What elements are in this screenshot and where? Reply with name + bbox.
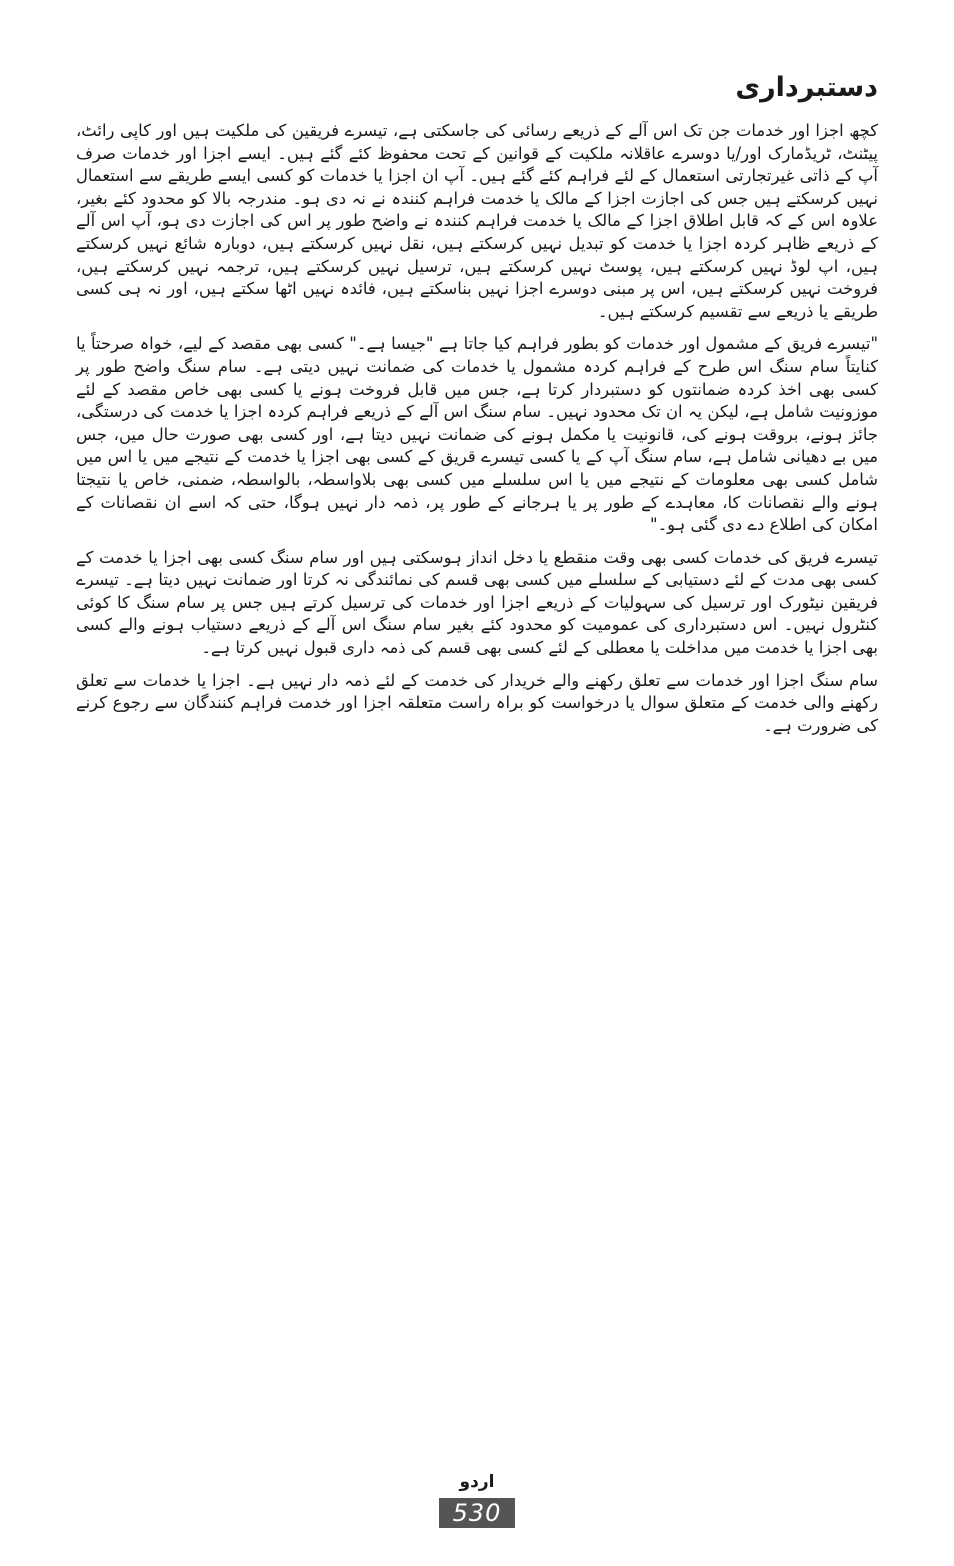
page-title: دستبرداری xyxy=(735,72,878,103)
paragraph-availability: تیسرے فریق کی خدمات کسی بھی وقت منقطع یا دخل انداز ہوسکتی ہیں اور سام سنگ کسی بھی اجزا یا خدمت کے کسی بھی مدت کے لئے دستیابی کے سلسلے میں کسی بھی قسم کی نمائندگی نہ کرتا اور ضمانت نہیں دیتا ہے۔ تیسرے فریقین نیٹورک اور ترسیل کی سہولیات کے ذریعے اجزا اور خدمات کی ترسیل کرتے ہیں جس پر سام سنگ کا کوئی کنٹرول نہیں۔ اس دستبرداری کی عمومیت کو محدود کئے بغیر سام سنگ اس آلے کے ذریعے دستیاب ہونے والے کسی بھی اجزا یا خدمت میں مداخلت یا معطلی کے لئے کسی بھی قسم کی ذمہ داری قبول نہیں کرتا ہے۔ xyxy=(76,547,878,658)
language-label: اردو xyxy=(459,1472,495,1492)
paragraph-warranty: "تیسرے فریق کے مشمول اور خدمات کو بطور فراہم کیا جاتا ہے "جیسا ہے۔" کسی بھی مقصد کے لیے، خواہ صرحتاً یا کنایتاً سام سنگ اس طرح کے فراہم کردہ مشمول یا خدمات کی ضمانت نہیں دیتی ہے۔ سام سنگ واضح طور پر کسی بھی اخذ کردہ ضمانتوں کو دستبردار کرتا ہے، جس میں قابل فروخت ہونے یا کسی بھی خاص مقصد کے لئے موزونیت شامل ہے، لیکن یہ ان تک محدود نہیں۔ سام سنگ اس آلے کے ذریعے فراہم کردہ اجزا یا خدمت کی درستگی، جائز ہونے، بروقت ہونے کی، قانونیت یا مکمل ہونے کی ضمانت نہیں دیتا ہے، اور کسی بھی صورت حال میں، جس میں بے دھیانی شامل ہے، سام سنگ آپ کے یا کسی تیسرے قریق کے کسی بھی اجزا یا خدمت کے نتیجے میں یا اس میں شامل کسی بھی معلومات کے نتیجے میں یا اس سلسلے میں کسی بھی بلاواسطہ، بالواسطہ، ضمنی، خاص یا نتیجتا ہونے والے نقصانات کا، معاہدے کے طور پر یا ہرجانے کے طور پر، ذمہ دار نہیں ہوگا، حتی کہ اسے ان نقصانات کے امکان کی اطلاع دے دی گئی ہو۔" xyxy=(76,334,878,535)
paragraph-customer-service: سام سنگ اجزا اور خدمات سے تعلق رکھنے والے خریدار کی خدمت کے لئے ذمہ دار نہیں ہے۔ اجزا یا خدمات سے تعلق رکھنے والی خدمت کے متعلق سوال یا درخواست کو براہ راست متعلقہ اجزا اور خدمت فراہم کنندگان سے رجوع کرنے کی ضرورت ہے۔ xyxy=(76,670,878,735)
document-body xyxy=(76,120,878,737)
page-number: 530 xyxy=(439,1498,516,1528)
paragraph-intro: کچھ اجزا اور خدمات جن تک اس آلے کے ذریعے رسائی کی جاسکتی ہے، تیسرے فریقین کی ملکیت ہیں اور کاپی رائٹ، پیٹنٹ، ٹریڈمارک اور/یا دوسرے عاقلانہ ملکیت کے قوانین کے تحت محفوظ کئے گئے ہیں۔ ایسے اجزا اور خدمات صرف آپ کے ذاتی غیرتجارتی استعمال کے لئے فراہم کئے گئے ہیں۔ آپ ان اجزا یا خدمات کو کسی ایسے طریقے سے استعمال نہیں کرسکتے ہیں جس کی اجازت اجزا کے مالک یا خدمت فراہم کنندہ نے نہ دی ہو۔ مندرجہ بالا کو محدود کئے بغیر، علاوہ اس کے کہ قابل اطلاق اجزا کے مالک یا خدمت فراہم کنندہ نے واضح طور پر اس کی اجازت دی ہو، آپ اس آلے کے ذریعے ظاہر کردہ اجزا یا خدمت کو تبدیل نہیں کرسکتے ہیں، نقل نہیں کرسکتے ہیں، دوبارہ شائع نہیں کرسکتے ہیں، اپ لوڈ نہیں کرسکتے ہیں، پوسٹ نہیں کرسکتے ہیں، ترسیل نہیں کرسکتے ہیں، ترجمہ نہیں کرسکتے ہیں، فروخت نہیں کرسکتے ہیں، اس پر مبنی دوسرے اجزا نہیں بناسکتے ہیں، فائدہ نہیں اٹھا سکتے ہیں، اور نہ ہی کسی طریقے یا ذریعے سے تقسیم کرسکتے ہیں۔ xyxy=(76,121,878,321)
page-footer xyxy=(0,1472,954,1528)
